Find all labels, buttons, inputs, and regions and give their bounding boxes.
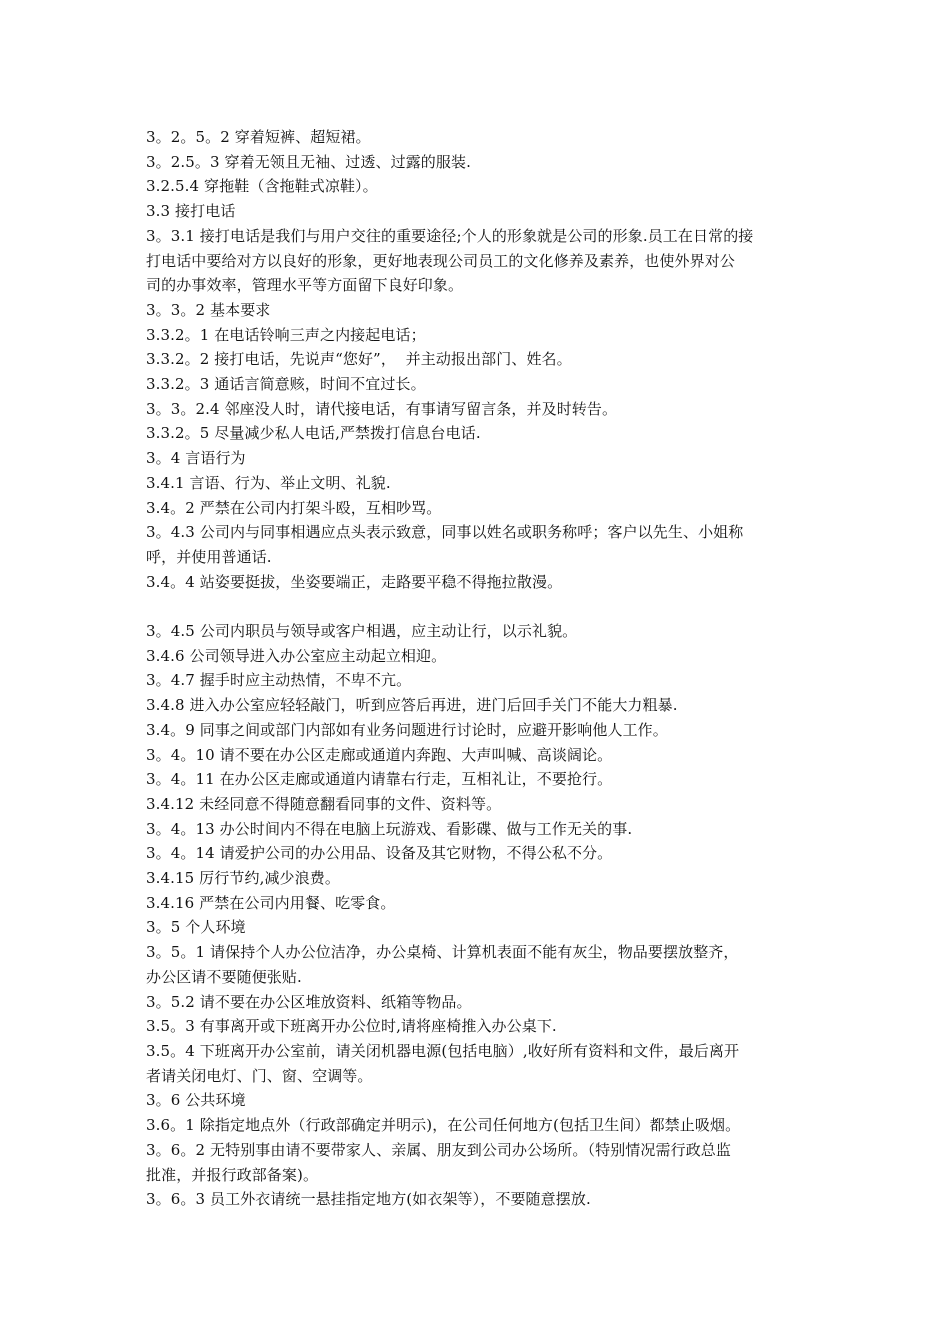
text-line: 3。3.1 接打电话是我们与用户交往的重要途径;个人的形象就是公司的形象.员工在日常的接	[146, 226, 754, 245]
text-line: 司的办事效率，管理水平等方面留下良好印象。	[146, 276, 464, 295]
text-line: 3.4.1 言语、行为、举止文明、礼貌.	[146, 473, 391, 492]
text-line: 3。5。1 请保持个人办公位洁净，办公桌椅、计算机表面不能有灰尘，物品要摆放整齐，	[146, 943, 739, 962]
text-line: 者请关闭电灯、门、窗、空调等。	[146, 1066, 373, 1085]
text-line: 3.4.15 厉行节约,减少浪费。	[146, 869, 340, 888]
text-line: 3。6。2 无特别事由请不要带家人、亲属、朋友到公司办公场所。（特别情况需行政总监	[146, 1140, 732, 1159]
text-line: 3.5。4 下班离开办公室前，请关闭机器电源(包括电脑）,收好所有资料和文件，最后离开	[146, 1042, 740, 1060]
text-line: 3。3。2 基本要求	[146, 300, 271, 319]
text-line: 3.3.2。2 接打电话，先说声“您好”， 并主动报出部门、姓名。	[146, 350, 572, 369]
text-line: 3。6。3 员工外衣请统一悬挂指定地方(如衣架等），不要随意摆放.	[146, 1190, 591, 1209]
text-line: 3.3.2。5 尽量减少私人电话,严禁拨打信息台电话.	[146, 424, 481, 443]
text-line: 3.4。2 严禁在公司内打架斗殴，互相吵骂。	[146, 498, 442, 517]
text-line: 3.3.2。1 在电话铃响三声之内接起电话；	[146, 325, 426, 344]
text-line: 3.4.8 进入办公室应轻轻敲门，听到应答后再进，进门后回手关门不能大力粗暴.	[146, 696, 678, 715]
text-line: 3.4.6 公司领导进入办公室应主动起立相迎。	[146, 646, 447, 665]
text-line: 3。2.5。3 穿着无领且无袖、过透、过露的服装.	[146, 152, 471, 171]
text-line: 3。4.7 握手时应主动热情，不卑不亢。	[146, 671, 412, 690]
text-line: 呼，并使用普通话.	[146, 547, 272, 566]
text-line: 打电话中要给对方以良好的形象，更好地表现公司员工的文化修养及素养，也使外界对公	[146, 251, 735, 270]
text-line: 3.6。1 除指定地点外（行政部确定并明示)，在公司任何地方(包括卫生间）都禁止吸烟。	[146, 1116, 741, 1135]
blank-line	[146, 594, 814, 619]
text-line: 3.4.12 未经同意不得随意翻看同事的文件、资料等。	[146, 794, 502, 813]
text-line: 3.4.16 严禁在公司内用餐、吃零食。	[146, 893, 396, 912]
text-line: 3.4。9 同事之间或部门内部如有业务问题进行讨论时，应避开影响他人工作。	[146, 720, 668, 739]
text-line: 3。2。5。2 穿着短裤、超短裙。	[146, 128, 371, 146]
text-line: 3。4 言语行为	[146, 449, 246, 468]
text-line: 3。4.3 公司内与同事相遇应点头表示致意，同事以姓名或职务称呼；客户以先生、小姐称	[146, 523, 744, 542]
text-line: 3。6 公共环境	[146, 1091, 246, 1110]
text-line: 3.2.5.4 穿拖鞋（含拖鞋式凉鞋）。	[146, 177, 378, 196]
document-body	[146, 125, 814, 1212]
text-line: 3。3。2.4 邻座没人时，请代接电话，有事请写留言条，并及时转告。	[146, 399, 618, 418]
text-line: 3。4.5 公司内职员与领导或客户相遇，应主动让行，以示礼貌。	[146, 622, 578, 641]
text-line: 办公区请不要随便张贴.	[146, 967, 302, 986]
text-line: 批准，并报行政部备案)。	[146, 1165, 319, 1184]
text-line: 3.3.2。3 通话言简意赅，时间不宜过长。	[146, 375, 426, 394]
text-line: 3。4。11 在办公区走廊或通道内请靠右行走，互相礼让，不要抢行。	[146, 770, 613, 789]
text-line: 3。5 个人环境	[146, 918, 246, 937]
text-line: 3.4。4 站姿要挺拔，坐姿要端正，走路要平稳不得拖拉散漫。	[146, 572, 563, 591]
text-line: 3。5.2 请不要在办公区堆放资料、纸箱等物品。	[146, 992, 472, 1011]
text-line: 3。4。13 办公时间内不得在电脑上玩游戏、看影碟、做与工作无关的事.	[146, 819, 633, 838]
text-line: 3。4。14 请爱护公司的办公用品、设备及其它财物，不得公私不分。	[146, 844, 613, 863]
text-line: 3.3 接打电话	[146, 202, 236, 221]
text-line: 3.5。3 有事离开或下班离开办公位时,请将座椅推入办公桌下.	[146, 1017, 557, 1036]
text-line: 3。4。10 请不要在办公区走廊或通道内奔跑、大声叫喊、高谈阔论。	[146, 745, 613, 764]
